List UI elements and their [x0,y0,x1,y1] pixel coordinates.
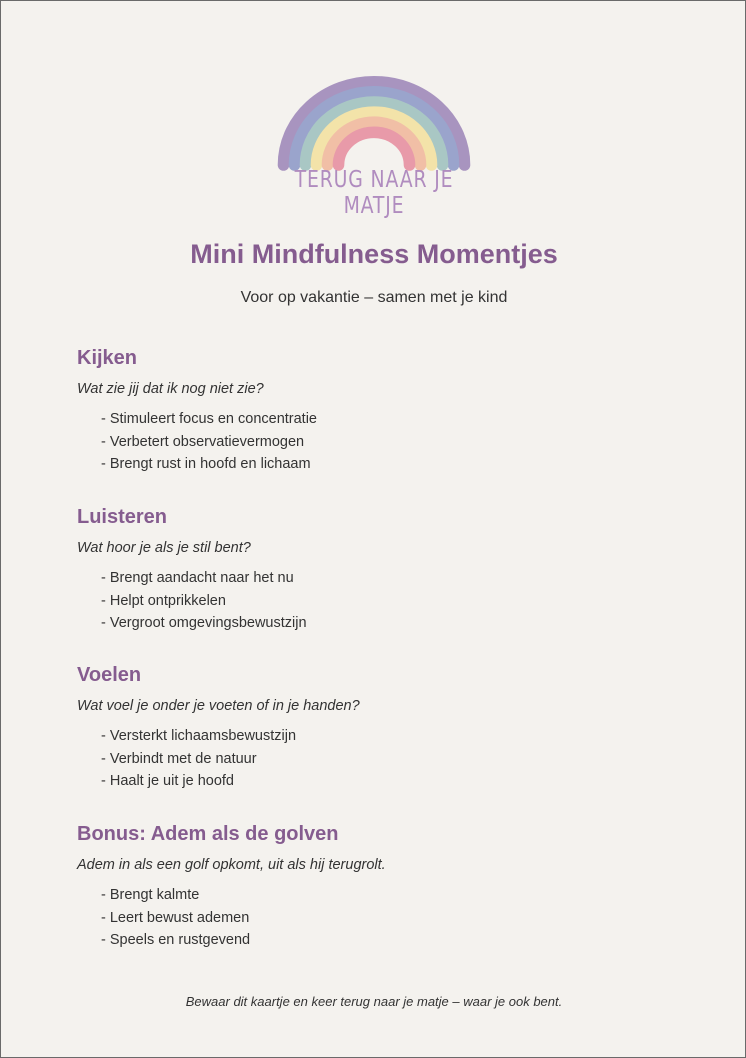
section-heading: Kijken [77,347,138,369]
section-question: Wat hoor je als je stil bent? [77,540,251,556]
brand-name: TERUG NAAR JE MATJE [294,167,454,219]
section-voelen [77,663,677,793]
benefit-list [101,884,677,952]
list-item: - Brengt rust in hoofd en lichaam [101,456,311,472]
section-question: Wat zie jij dat ik nog niet zie? [77,381,264,397]
list-item: - Brengt kalmte [101,887,200,903]
rainbow-icon [267,59,481,171]
list-item: - Brengt aandacht naar het nu [101,570,294,586]
list-item: - Leert bewust ademen [101,909,250,926]
list-item: - Stimuleert focus en concentratie [101,411,317,427]
section-question: Wat voel je onder je voeten of in je handen? [77,698,360,714]
section-heading: Luisteren [77,506,168,528]
list-item: - Verbetert observatievermogen [101,433,305,450]
list-item: - Vergroot omgevingsbewustzijn [101,615,307,631]
section-question: Adem in als een golf opkomt, uit als hij terugrolt. [77,857,386,873]
list-item: - Haalt je uit je hoofd [101,773,234,789]
list-item: - Verbindt met de natuur [101,750,257,767]
footer-note: Bewaar dit kaartje en keer terug naar je matje – waar je ook bent. [185,994,563,1009]
benefit-list [101,725,677,793]
list-item: - Helpt ontprikkelen [101,592,226,609]
page-subtitle: Voor op vakantie – samen met je kind [240,289,508,306]
section-heading: Bonus: Adem als de golven [77,823,339,845]
section-heading: Voelen [77,664,142,686]
section-kijken [77,346,677,476]
page-title: Mini Mindfulness Momentjes [190,239,558,269]
section-luisteren [77,505,677,635]
list-item: - Versterkt lichaamsbewustzijn [101,728,297,744]
section-bonus [77,822,677,952]
benefit-list [101,408,677,476]
benefit-list [101,567,677,635]
rainbow-band [339,132,410,165]
list-item: - Speels en rustgevend [101,932,251,948]
